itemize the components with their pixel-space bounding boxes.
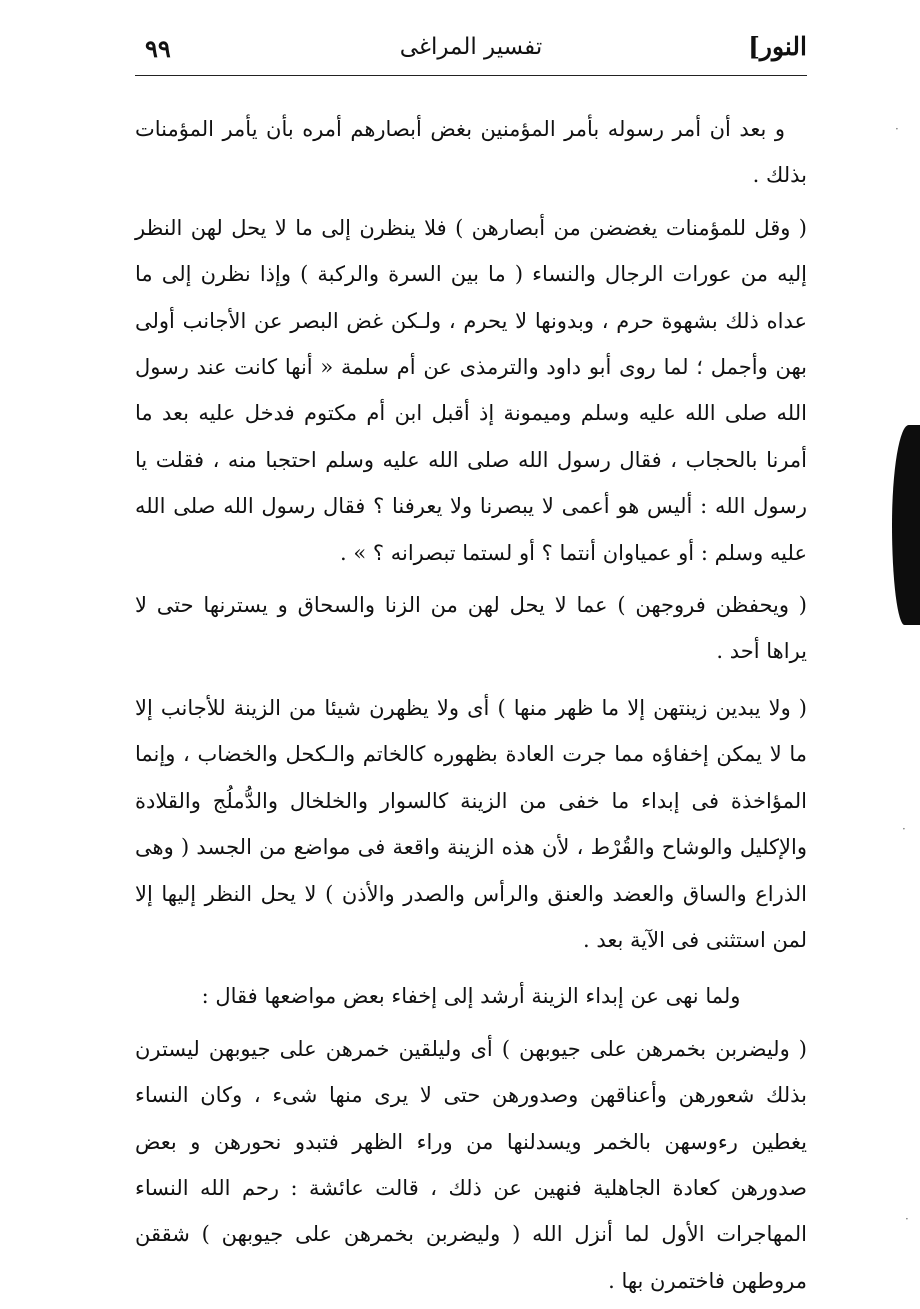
page-number: ٩٩ (145, 34, 171, 63)
paragraph: ( ويحفظن فروجهن ) عما لا يحل لهن من الزنا والسحاق و يسترنها حتى لا يراها أحد . (135, 593, 807, 664)
paragraph: ولما نهى عن إبداء الزينة أرشد إلى إخفاء بعض مواضعها فقال : (201, 984, 741, 1009)
body-text (135, 106, 807, 1304)
paragraph: و بعد أن أمر رسوله بأمر المؤمنين بغض أبصارهم أمره بأن يأمر المؤمنات بذلك . (135, 117, 807, 188)
book-title: تفسير المراغى (399, 34, 543, 60)
paragraph: ( وقل للمؤمنات يغضضن من أبصارهن ) فلا ينظرن إلى ما لا يحل لهن النظر إليه من عورات الرجال والنساء ( ما بين السرة والركبة ) وإذا نظرن إلى ما عداه ذلك بشهوة حرم ، وبدونها لا يحرم ، ولـكن غض البصر عن الأجانب أولى بهن وأجمل ؛ لما روى أبو داود والترمذى عن أم سلمة « أنها كانت عند رسول الله صلى الله عليه وسلم وميمونة إذ أقبل ابن أم مكتوم فدخل عليه بعد ما أمرنا بالحجاب ، فقال رسول الله صلى الله عليه وسلم احتجبا منه ، فقلت يا رسول الله : أليس هو أعمى لا يبصرنا ولا يعرفنا ؟ فقال رسول الله صلى الله عليه وسلم : أو عمياوان أنتما ؟ أو لستما تبصرانه ؟ » . (135, 215, 807, 565)
page-header (135, 28, 807, 76)
paragraph: ( وليضربن بخمرهن على جيوبهن ) أى وليلقين خمرهن على جيوبهن ليسترن بذلك شعورهن وأعناقهن وصدورهن حتى لا يرى منها شىء ، وكان النساء يغطين رءوسهن بالخمر ويسدلنها من وراء الظهر فتبدو نحورهن و بعض صدورهن كعادة الجاهلية فنهين عن ذلك ، قالت عائشة : رحم الله النساء المهاجرات الأول لما أنزل الله ( وليضربن بخمرهن على جيوبهن ) شققن مروطهن فاختمرن بها . (135, 1036, 807, 1293)
paragraph: ( ولا يبدين زينتهن إلا ما ظهر منها ) أى ولا يظهرن شيئا من الزينة للأجانب إلا ما لا يمكن إخفاؤه مما جرت العادة بظهوره كالخاتم والـكحل والخضاب ، وإنما المؤاخذة فى إبداء ما خفى من الزينة كالسوار والخلخال والدُّملُج والقلادة والإكليل والوشاح والقُرْط ، لأن هذه الزينة واقعة فى مواضع من الجسد ( وهى الذراع والساق والعضد والعنق والرأس والصدر والأذن ) لا يحل النظر إليها إلا لمن استثنى فى الآية بعد . (135, 695, 807, 952)
surah-name: النور] (748, 32, 807, 61)
scan-speck: · (895, 122, 899, 136)
scan-speck: · (902, 822, 906, 836)
scan-speck: · (905, 1212, 909, 1226)
header-rule (135, 75, 807, 76)
scan-edge-shadow (892, 425, 920, 625)
